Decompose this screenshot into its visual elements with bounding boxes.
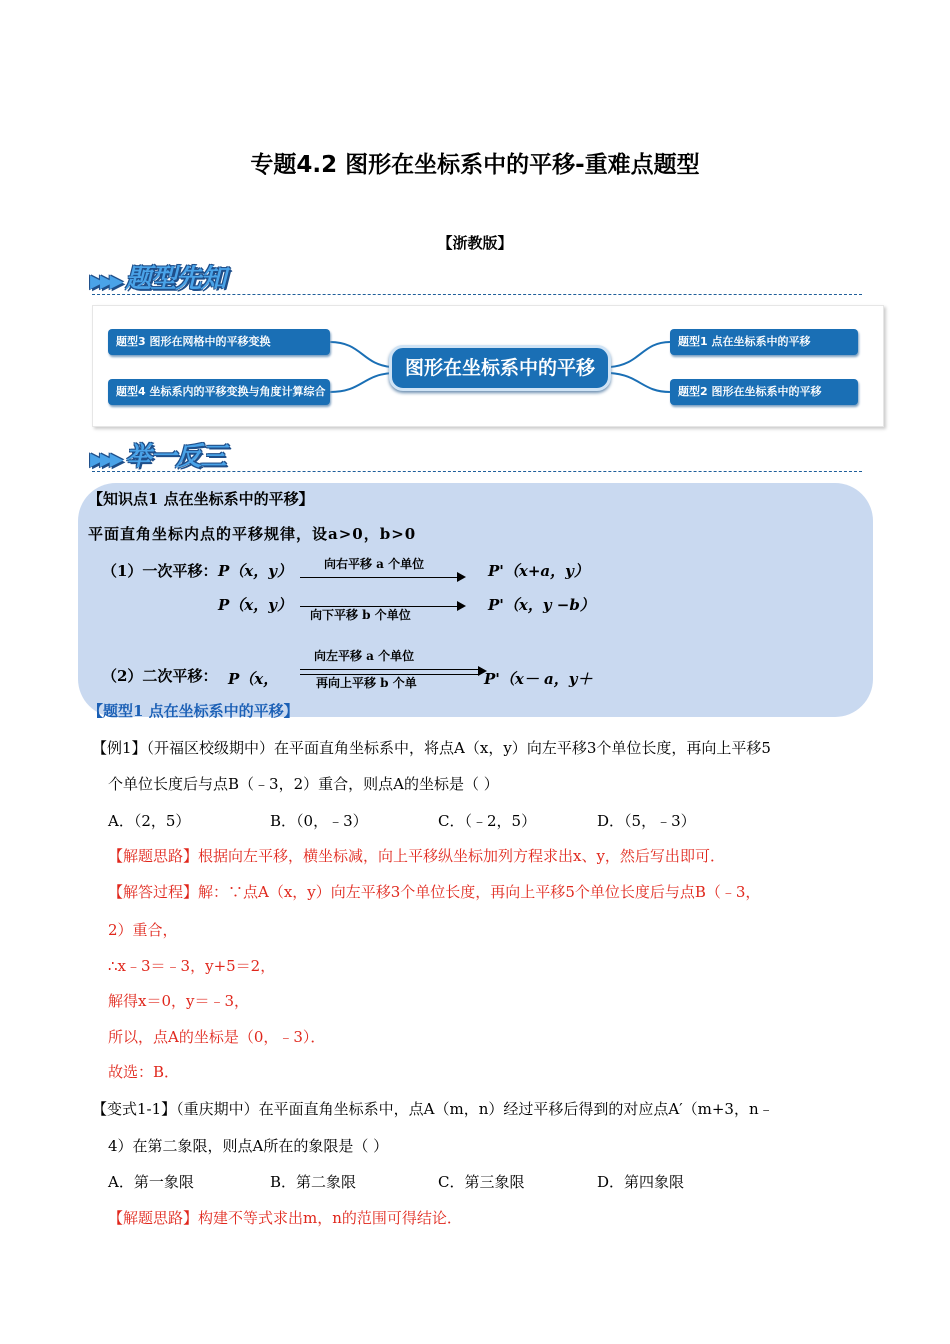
example1-process-line5: 所以，点A的坐标是（0，﹣3）． — [108, 1028, 326, 1046]
variant1-option-a: A．第一象限 — [108, 1173, 194, 1191]
intro-banner — [90, 258, 226, 295]
translation-twice-label: （2）二次平移： — [102, 667, 218, 685]
divider — [92, 294, 862, 295]
example1-process-line1: 【解答过程】解：∵点A（x，y）向左平移3个单位长度，再向上平移5个单位长度后与点B（﹣3， — [108, 883, 761, 901]
point-p-prime-down: P'（x，y −b） — [488, 596, 595, 614]
mindmap-center-node: 图形在坐标系中的平移 — [389, 345, 611, 391]
example1-option-a: A．（2，5） — [108, 812, 191, 830]
knowledge-rule: 平面直角坐标内点的平移规律，设a>0，b>0 — [88, 525, 417, 543]
variant1-solution-idea: 【解题思路】构建不等式求出m，n的范围可得结论． — [108, 1209, 462, 1227]
page-title: 专题4.2 图形在坐标系中的平移-重难点题型 — [250, 152, 700, 178]
variant1-option-d: D．第四象限 — [597, 1173, 685, 1191]
mindmap-node-type3: 题型3 图形在网格中的平移变换 — [108, 329, 330, 355]
variant1-option-b: B．第二象限 — [270, 1173, 357, 1191]
variant1-question-line2: 4）在第二象限，则点A所在的象限是（ ） — [108, 1137, 389, 1155]
point-p-from: P（x，y） — [218, 562, 292, 580]
example1-option-b: B．（0，﹣3） — [270, 812, 368, 830]
mindmap-node-type2: 题型2 图形在坐标系中的平移 — [670, 379, 858, 405]
triple-arrow-icon: ▶▶▶ — [90, 271, 120, 292]
example1-question-line1: 【例1】（开福区校级期中）在平面直角坐标系中，将点A（x，y）向左平移3个单位长度，再向上平移5 — [92, 739, 771, 757]
mindmap-node-type1: 题型1 点在坐标系中的平移 — [670, 329, 858, 355]
point-p-prime-right: P'（x+a，y） — [488, 562, 589, 580]
example1-option-c: C．（﹣2，5） — [438, 812, 537, 830]
arrow-label-right: 向右平移 a 个单位 — [324, 557, 425, 571]
variant1-option-c: C．第三象限 — [438, 1173, 525, 1191]
triple-arrow-icon: ▶▶▶ — [90, 449, 120, 470]
arrow-label-left-up: 再向上平移 b 个单 — [316, 676, 417, 690]
arrow-line — [300, 669, 478, 670]
arrow-head-icon — [457, 601, 466, 611]
intro-banner-text: 题型先知 — [125, 264, 226, 294]
examples-banner-text: 举一反三 — [125, 442, 226, 472]
example1-option-d: D．（5，﹣3） — [597, 812, 696, 830]
example1-question-line2: 个单位长度后与点B（﹣3，2）重合，则点A的坐标是（ ） — [108, 775, 499, 793]
knowledge-heading: 【知识点1 点在坐标系中的平移】 — [88, 490, 314, 508]
variant1-question-line1: 【变式1-1】（重庆期中）在平面直角坐标系中，点A（m，n）经过平移后得到的对应点A′（m+3，n﹣ — [92, 1100, 774, 1118]
arrow-line — [300, 577, 458, 578]
point-p-from-2: P（x，y） — [218, 596, 292, 614]
example1-process-line6: 故选：B． — [108, 1063, 180, 1081]
point-p-from-3: P（x， — [228, 670, 279, 688]
arrow-head-icon — [457, 572, 466, 582]
example1-solution-idea: 【解题思路】根据向左平移，横坐标减，向上平移纵坐标加列方程求出x、y，然后写出即可． — [108, 847, 725, 865]
section-heading-type1: 【题型1 点在坐标系中的平移】 — [88, 702, 299, 720]
edition-label: 【浙教版】 — [437, 234, 513, 252]
example1-process-line4: 解得x＝0，y＝﹣3， — [108, 992, 250, 1010]
arrow-label-down: 向下平移 b 个单位 — [310, 608, 411, 622]
mindmap-node-type4: 题型4 坐标系内的平移变换与角度计算综合 — [108, 379, 330, 405]
examples-banner — [90, 436, 226, 473]
example1-process-line3: ∴x﹣3＝﹣3，y+5＝2， — [108, 957, 276, 975]
translation-once-label: （1）一次平移： — [102, 562, 218, 580]
point-p-prime-twice: P'（x－ a，y＋ — [484, 670, 593, 688]
divider — [92, 471, 862, 472]
example1-process-line2: 2）重合， — [108, 921, 178, 939]
arrow-label-left: 向左平移 a 个单位 — [314, 649, 415, 663]
